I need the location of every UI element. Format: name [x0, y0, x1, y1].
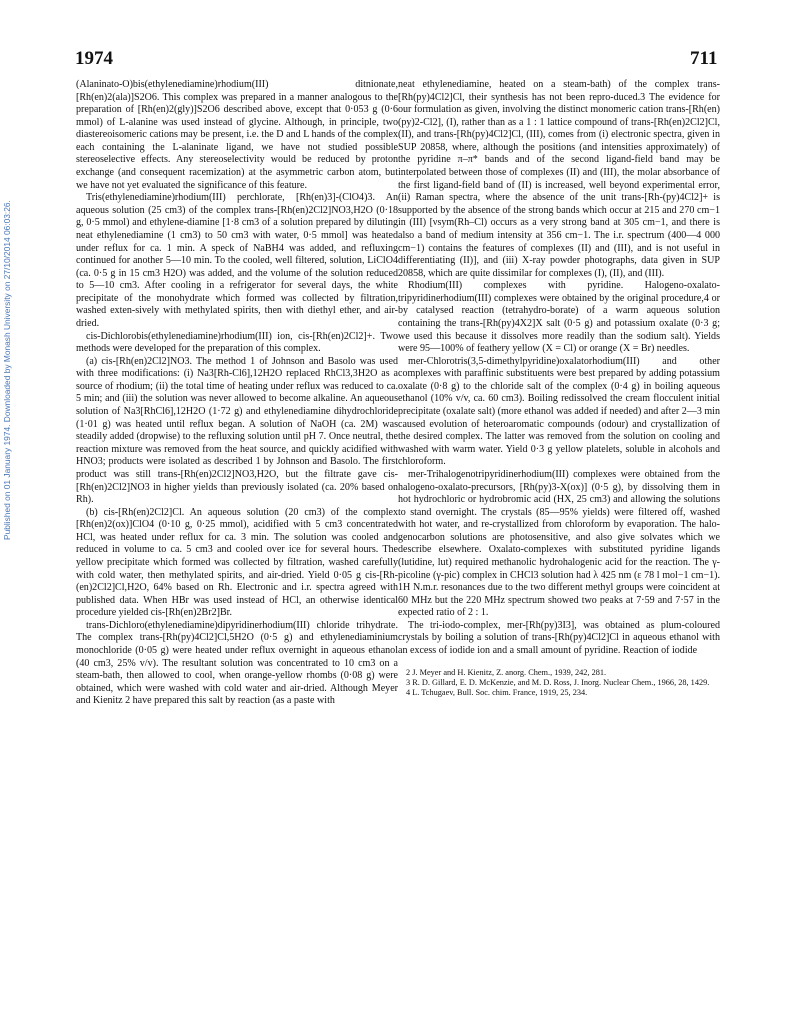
right-column — [398, 79, 720, 698]
left-column — [76, 79, 398, 708]
paragraph-tris-en: Tris(ethylenediamine)rhodium(III) perchlorate, [Rh(en)3]-(ClO4)3. An aqueous solution (25 cm3) of the complex trans-[Rh(en)2Cl2]NO3,H2O (0·18 g, 0·5 mmol) and ethylene-diamine [1·8 cm3 of a solution prepared by diluting neat ethylenediamine (1 cm3) to 50 cm3 with water, 0·5 mmol] was heated under reflux for ca. 1 min. A speck of NaBH4 was added, and refluxing continued for another 5—10 min. To the cooled, well filtered, solution, LiClO4 (ca. 0·5 g in 15 cm3 H2O) was added, and the volume of the solution reduced to 5—10 cm3. After cooling in a refrigerator for several days, the white precipitate of the monohydrate which formed was collected by filtration, washed exten-sively with methylated spirits, then with diethyl ether, and air-dried. — [76, 192, 398, 329]
paragraph-mer-chlorotris: mer-Chlorotris(3,5-dimethylpyridine)oxalatorhodium(III) and other complexes with paraffinic substituents were best prepared by adding potassium oxalate (0·8 g) to the chloride salt of the complex (0·4 g) in boiling aqueous ethanol (10% v/v, ca. 60 cm3). Boiling redissolved the cream flocculent initial precipitate (oxalate salt) (more ethanol was added if needed) and after 2—3 min caused evolution of heteroaromatic compounds (odour) and crystallization of the desired complex. The latter was removed from the solution on cooling and washed with warm water. Yield 0·3 g yellow platelets, soluble in alcohols and chloroform. — [398, 355, 720, 468]
download-notice-link[interactable]: Published on 01 January 1974. Downloaded by Monash University on 27/10/2014 06:03:26. — [2, 200, 12, 540]
journal-year: 1974 — [75, 48, 113, 69]
paragraph-trans-dichloro: trans-Dichloro(ethylenediamine)dipyridinerhodium(III) chloride trihydrate. The complex trans-[Rh(py)4Cl2]Cl,5H2O (0·5 g) and ethylenediaminium monochloride (0·05 g) were heated under reflux overnight in aqueous ethanol (40 cm3, 25% v/v). The resultant solution was concentrated to 10 cm3 on a steam-bath, then allowed to cool, when orange-yellow rhombs (0·08 g) were obtained, which were washed with cold water and air-dried. Although Meyer and Kienitz 2 have prepared this salt by reaction (as a paste with — [76, 619, 398, 707]
footnotes — [398, 668, 720, 698]
footnote-4: 4 L. Tchugaev, Bull. Soc. chim. France, 1919, 25, 234. — [406, 687, 588, 697]
paragraph-method-b: (b) cis-[Rh(en)2Cl2]Cl. An aqueous solution (20 cm3) of the complex [Rh(en)2(ox)]ClO4 (0·10 g, 0·25 mmol), acidified with 5 cm3 concentrated HCl, was heated under reflux for ca. 3 min. The solution was cooled and reduced in volume to ca. 5 cm3 and cooled over ice for several hours. The yellow precipitate which formed was collected by filtration, washed carefully with cold water, then methylated spirits, and air-dried. Yield 0·05 g cis-[Rh-(en)2Cl2]Cl,H2O, 64% based on Rh. Electronic and i.r. spectra agreed with published data. When HBr was used instead of HCl, an otherwise identical procedure yielded cis-[Rh(en)2Br2]Br. — [76, 506, 398, 619]
paragraph-method-a: (a) cis-[Rh(en)2Cl2]NO3. The method 1 of Johnson and Basolo was used with three modifications: (i) Na3[Rh-Cl6],12H2O replaced RhCl3,3H2O as a source of rhodium; (ii) the total time of heating under reflux was reduced to ca. 5 min; and (iii) the solution was never allowed to become alkaline. An aqueous solution of Na3[RhCl6],12H2O (1·72 g) and ethylenediamine dihydrochloride (1·01 g) was heated until reflux began. A solution of NaOH (ca. 2M) was steadily added (dropwise) to the refluxing solution until pH 7. Once neutral, the reaction mixture was removed from the heat source, and quickly acidified with HNO3; products were isolated as described 1 by Johnson and Basolo. The first product was still trans-[Rh(en)2Cl2]NO3,H2O, but the filtrate gave cis-[Rh(en)2Cl2]NO3 in higher yields than previously isolated (ca. 20% based on Rh). — [76, 355, 398, 506]
paragraph-alaninato: (Alaninato-O)bis(ethylenediamine)rhodium(III) ditnionate, [Rh(en)2(ala)]S2O6. This complex was prepared in a manner analogous to the preparation of [Rh(en)2(gly)]S2O6 described above, except that 0·053 g (0·6 mmol) of L-alanine was used instead of glycine. Although, in principle, two diastereoisomeric cations may be present, i.e. the D and L hands of the complex each containing the L-alaninate ligand, we have not studied possible stereoselective effects. Any stereoselectivity would be reduced by proton exchange (and consequent racemization) at the asymmetric carbon atom, but we have not yet evaluated the significance of this feature. — [76, 79, 398, 191]
paragraph-tri-iodo: The tri-iodo-complex, mer-[Rh(py)3I3], was obtained as plum-coloured crystals by boiling a solution of trans-[Rh(py)4Cl2]Cl in aqueous ethanol with an excess of iodide ion and a small amount of pyridine. Reaction of iodide — [398, 619, 720, 657]
footnote-2: 2 J. Meyer and H. Kienitz, Z. anorg. Chem., 1939, 242, 281. — [406, 667, 607, 677]
download-notice — [2, 200, 22, 560]
paragraph-cis-dichloro: cis-Dichlorobis(ethylenediamine)rhodium(III) ion, cis-[Rh(en)2Cl2]+. Two methods were developed for the preparation of this complex. — [76, 330, 398, 355]
paragraph-continuation: neat ethylenediamine, heated on a steam-bath) of the complex trans-[Rh(py)4Cl2]Cl, their synthesis has not been repro-duced.3 The evidence for our formulation as given, involving the distinct monomeric cation trans-[Rh(en)(py)2-Cl2], (I), rather than as a 1 : 1 lattice compound of trans-[Rh(en)2Cl2]Cl, (II), and trans-[Rh(py)4Cl2]Cl, (III), comes from (i) electronic spectra, given in SUP 20858, where, although the positions (and intensities approximately) of the pyridine π–π* bands and of the second ligand-field band may be interpolated between those of complexes (II) and (III), the molar absorbance of the first ligand-field band of (II) is increased, well beyond experimental error, (ii) Raman spectra, where the absence of the unit trans-[Rh-(py)4Cl2]+ is supported by the absence of the strong bands which occur at 215 and 270 cm−1 in (III) [νsym(Rh–Cl) occurs as a very strong band at 305 cm−1, and there is also a band of medium intensity at 356 cm−1. The i.r. spectrum (400—4 000 cm−1) contains the features of complexes (II) and (III), and is not useful in differentiating (II)], and (iii) X-ray powder photographs, data given in SUP 20858, which are quite dissimilar for complexes (I), (II), and (III). — [398, 79, 720, 279]
paragraph-pyridine: Rhodium(III) complexes with pyridine. Halogeno-oxalato-tripyridinerhodium(III) complexes were obtained by the original procedure,4 or by catalysed reaction (tetrahydro-borate) of a warm aqueous solution containing the trans-[Rh(py)4X2]X salt (0·5 g) and potassium oxalate (0·3 g; we used this because it dissolves more readily than the sodium salt). Yields were 95—100% of feathery yellow (X = Cl) or orange (X = Br) needles. — [398, 280, 720, 355]
paragraph-mer-trihalogeno: mer-Trihalogenotripyridinerhodium(III) complexes were obtained from the halogeno-oxalato-precursors, [Rh(py)3-X(ox)] (0·5 g), by dissolving them in hot hydrochloric or hydrobromic acid (HX, 25 cm3) and allowing the solutions to stand overnight. The crystals (85—95% yields) were filtered off, washed with hot water, and re-crystallized from chloroform by evaporation. The halo-genocarbon solutions are photosensitive, and also give solvates which we describe elsewhere. Oxalato-complexes with substituted pyridine ligands (lutidine, lut) required methanolic hydrohalogenic acid for the reaction. The γ-picoline (γ-pic) complex in CHCl3 solution had λ 425 nm (ε 78 l mol−1 cm−1). 1H N.m.r. resonances due to the two different methyl groups were coincident at 60 MHz but the 220 MHz spectrum showed two peaks at 7·59 and 7·57 in the expected ratio of 2 : 1. — [398, 468, 720, 619]
footnote-3: 3 R. D. Gillard, E. D. McKenzie, and M. D. Ross, J. Inorg. Nuclear Chem., 1966, 28, 1429. — [406, 677, 710, 687]
page-number: 711 — [690, 48, 718, 69]
